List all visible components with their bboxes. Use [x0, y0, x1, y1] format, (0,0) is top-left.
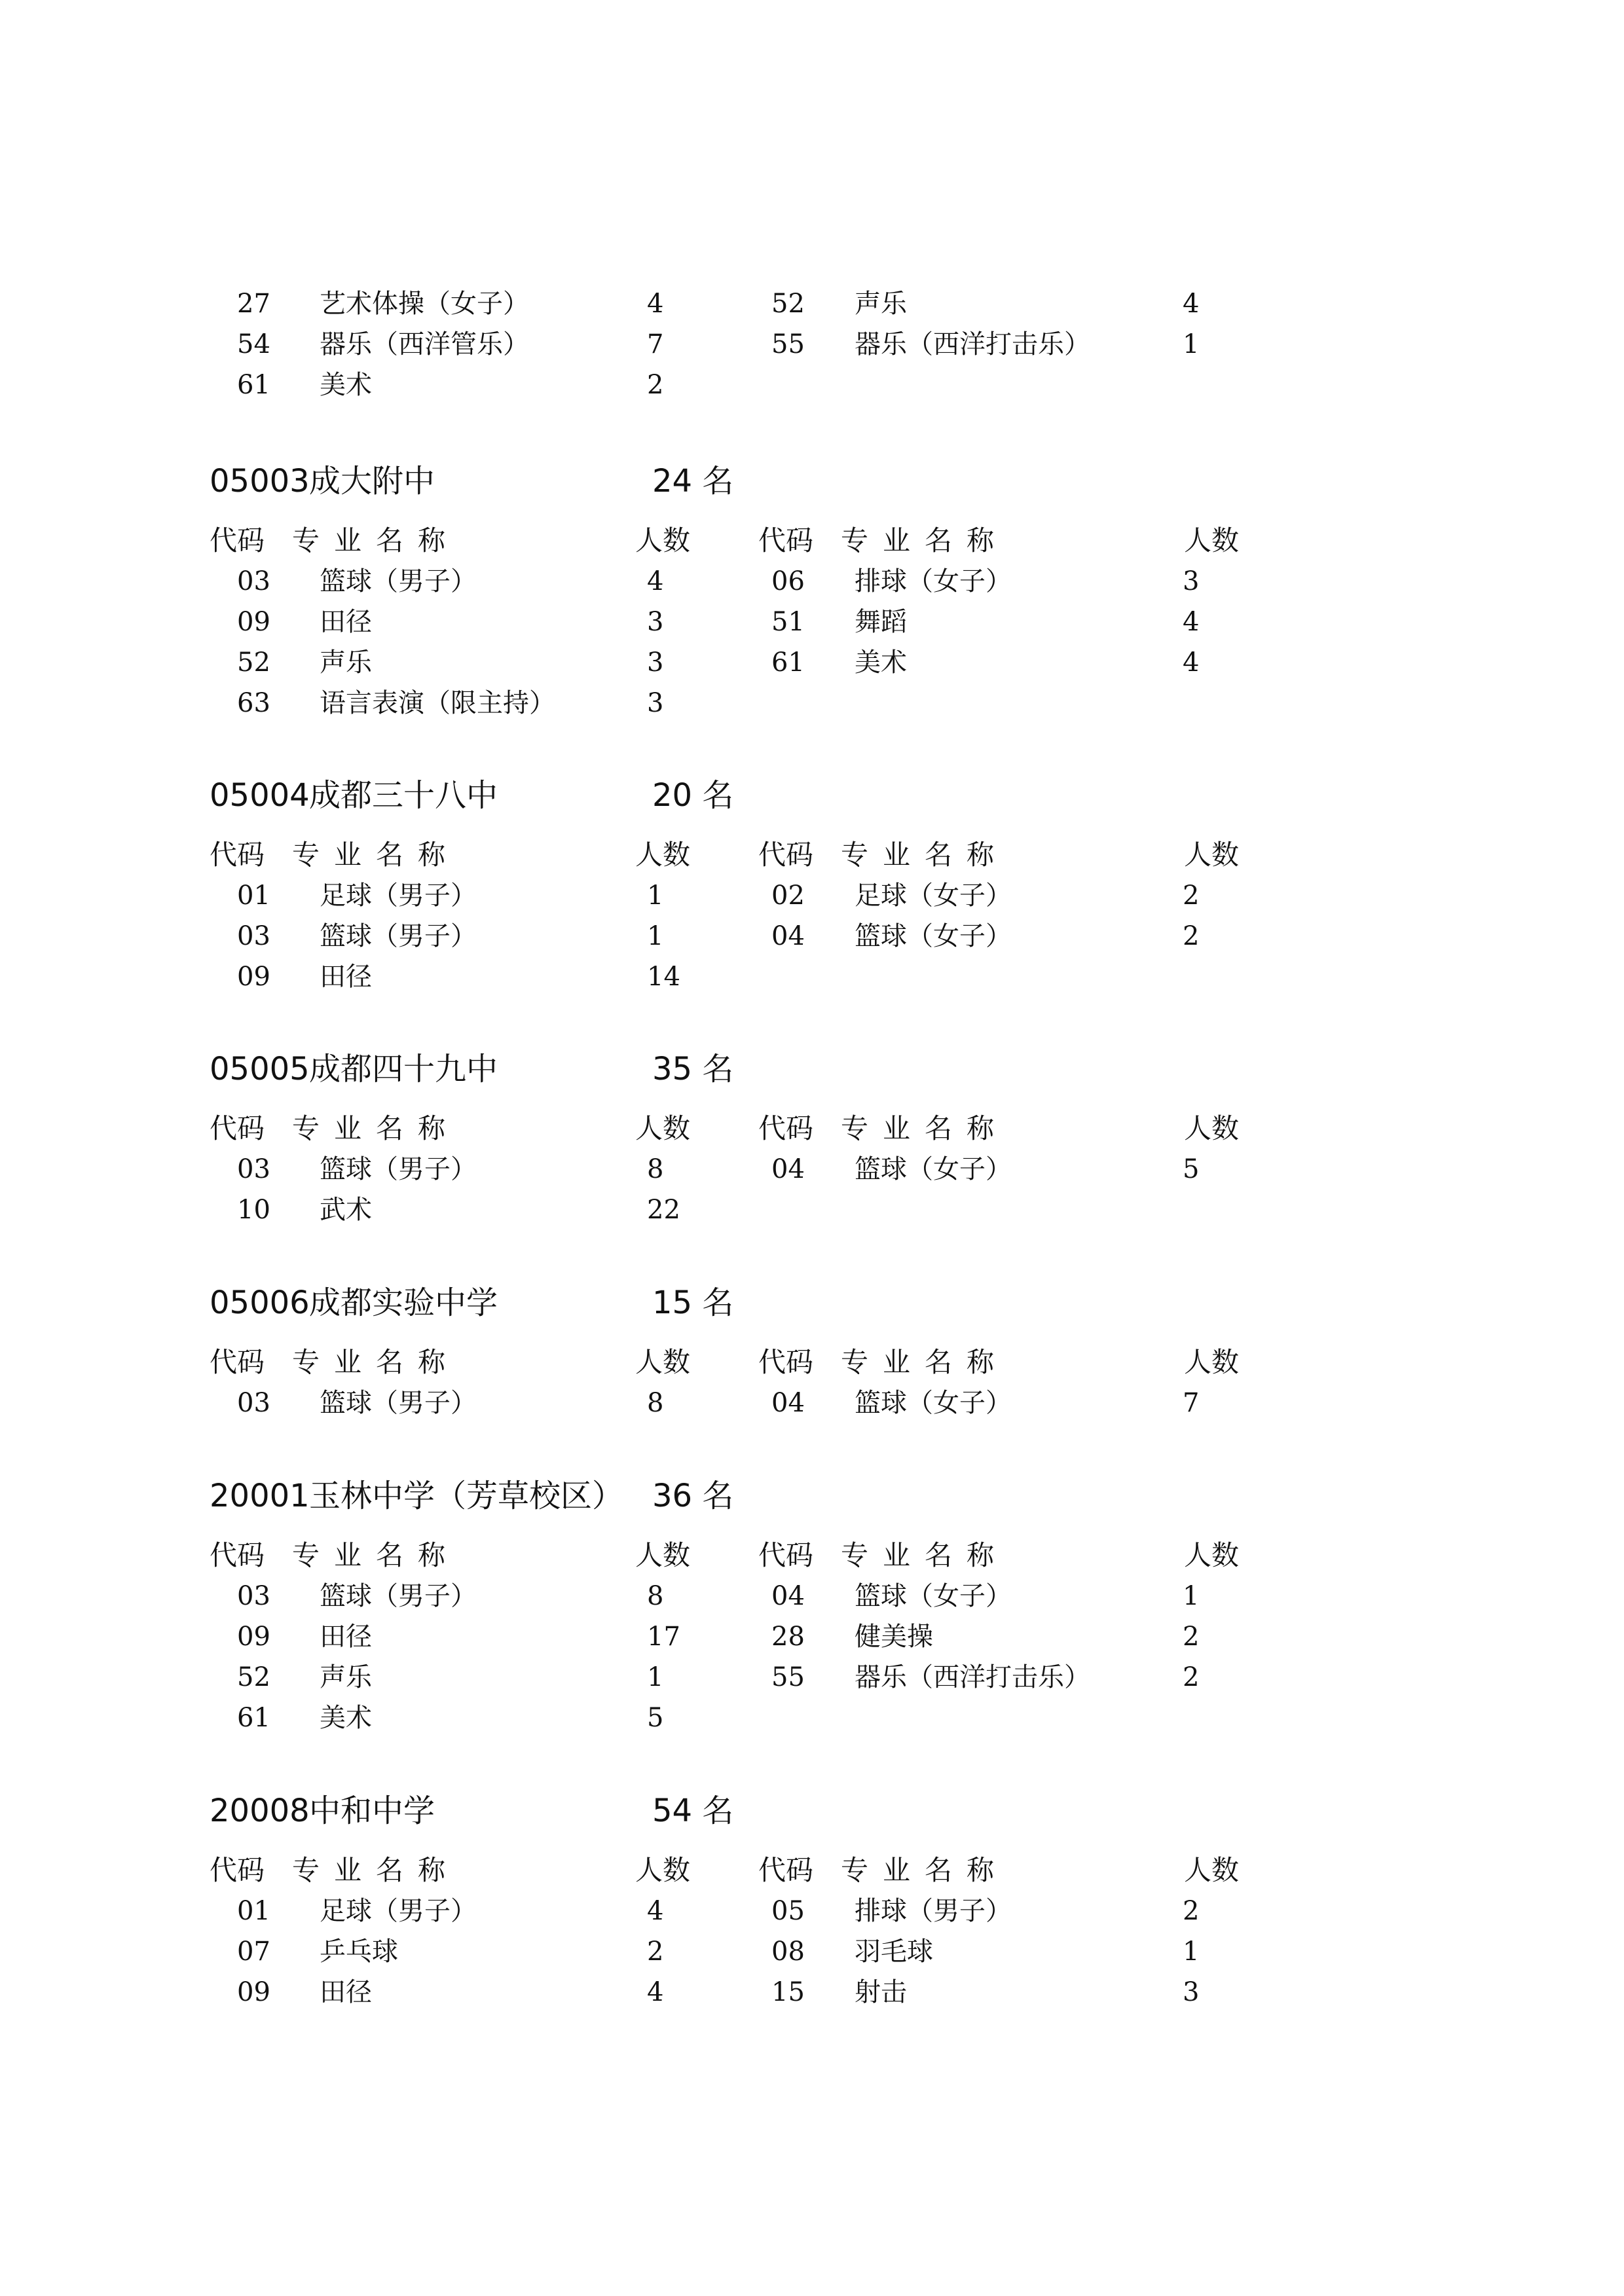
major-code: 04 [771, 921, 805, 951]
quota-count: 5 [647, 1703, 664, 1733]
major-name: 篮球（女子） [855, 1388, 1012, 1418]
major-name: 器乐（西洋打击乐） [855, 1662, 1090, 1692]
major-code: 51 [771, 607, 805, 637]
quota-count: 4 [647, 1896, 664, 1926]
header-name: 专业名称 [292, 1346, 460, 1378]
school-code: 05006 [210, 1285, 310, 1321]
quota-count: 5 [1183, 1154, 1200, 1184]
table-row [0, 1383, 1624, 1423]
major-code: 09 [237, 607, 270, 637]
header-count: 人数 [635, 1854, 691, 1886]
major-name: 田径 [320, 1977, 372, 2007]
school-name: 成都实验中学 [309, 1285, 498, 1321]
quota-count: 17 [647, 1622, 680, 1652]
major-code: 06 [771, 566, 805, 596]
table-row [0, 1190, 1624, 1230]
header-code: 代码 [210, 1539, 265, 1571]
table-row [0, 365, 1624, 405]
header-code: 代码 [210, 524, 265, 556]
header-code: 代码 [210, 1346, 265, 1378]
header-count: 人数 [635, 1346, 691, 1378]
major-code: 54 [237, 329, 270, 359]
major-name: 声乐 [320, 647, 372, 678]
quota-count: 4 [647, 566, 664, 596]
school-total: 35 名 [652, 1051, 734, 1087]
major-code: 04 [771, 1154, 805, 1184]
major-name: 篮球（男子） [320, 566, 477, 596]
quota-count: 1 [1183, 1581, 1200, 1611]
major-name: 声乐 [320, 1662, 372, 1692]
header-code: 代码 [758, 1346, 814, 1378]
major-name: 篮球（女子） [855, 921, 1012, 951]
major-name: 篮球（男子） [320, 1581, 477, 1611]
header-name: 专业名称 [292, 1854, 460, 1886]
quota-count: 22 [647, 1195, 680, 1225]
major-name: 美术 [320, 370, 372, 400]
header-name: 专业名称 [841, 1539, 1009, 1571]
table-row [0, 1616, 1624, 1657]
major-name: 排球（男子） [855, 1896, 1012, 1926]
school-name: 成都四十九中 [309, 1051, 498, 1087]
header-name: 专业名称 [841, 1346, 1009, 1378]
major-code: 09 [237, 1977, 270, 2007]
major-name: 美术 [855, 647, 907, 678]
major-code: 03 [237, 1154, 270, 1184]
major-name: 艺术体操（女子） [320, 289, 529, 319]
column-header-row [0, 835, 1624, 875]
quota-count: 1 [647, 881, 664, 911]
school-code: 05005 [210, 1051, 310, 1087]
major-code: 03 [237, 1581, 270, 1611]
quota-count: 4 [1183, 607, 1200, 637]
header-code: 代码 [210, 1854, 265, 1886]
major-code: 07 [237, 1937, 270, 1967]
header-code: 代码 [758, 1854, 814, 1886]
quota-count: 1 [1183, 329, 1200, 359]
column-header-row [0, 1850, 1624, 1891]
quota-count: 1 [647, 1662, 664, 1692]
header-count: 人数 [635, 1539, 691, 1571]
major-code: 09 [237, 1622, 270, 1652]
major-code: 28 [771, 1622, 805, 1652]
major-name: 篮球（女子） [855, 1154, 1012, 1184]
major-code: 63 [237, 688, 270, 718]
header-count: 人数 [1184, 1539, 1240, 1571]
school-code: 05003 [210, 463, 310, 500]
major-code: 09 [237, 962, 270, 992]
major-name: 乒乓球 [320, 1937, 398, 1967]
major-code: 04 [771, 1581, 805, 1611]
table-row [0, 1931, 1624, 1972]
school-heading [0, 1280, 1624, 1326]
major-code: 01 [237, 881, 270, 911]
quota-count: 2 [1183, 921, 1200, 951]
quota-count: 7 [647, 329, 664, 359]
major-name: 武术 [320, 1195, 372, 1225]
major-code: 52 [237, 1662, 270, 1692]
major-name: 篮球（男子） [320, 1388, 477, 1418]
header-count: 人数 [1184, 524, 1240, 556]
quota-count: 2 [647, 1937, 664, 1967]
major-name: 射击 [855, 1977, 907, 2007]
column-header-row [0, 1535, 1624, 1576]
major-name: 舞蹈 [855, 607, 907, 637]
quota-count: 3 [647, 647, 664, 678]
major-code: 04 [771, 1388, 805, 1418]
school-total: 15 名 [652, 1285, 734, 1321]
table-row [0, 1891, 1624, 1931]
major-code: 27 [237, 289, 270, 319]
quota-count: 4 [647, 1977, 664, 2007]
header-name: 专业名称 [292, 839, 460, 871]
header-name: 专业名称 [841, 1112, 1009, 1144]
table-row [0, 1149, 1624, 1190]
header-code: 代码 [758, 1539, 814, 1571]
table-row [0, 875, 1624, 916]
major-code: 10 [237, 1195, 270, 1225]
major-code: 05 [771, 1896, 805, 1926]
major-name: 健美操 [855, 1622, 933, 1652]
major-name: 足球（男子） [320, 1896, 477, 1926]
quota-count: 7 [1183, 1388, 1200, 1418]
quota-count: 3 [1183, 566, 1200, 596]
major-name: 排球（女子） [855, 566, 1012, 596]
major-code: 03 [237, 1388, 270, 1418]
header-count: 人数 [1184, 1346, 1240, 1378]
school-total: 54 名 [652, 1793, 734, 1829]
major-name: 篮球（男子） [320, 1154, 477, 1184]
column-header-row [0, 1108, 1624, 1149]
header-code: 代码 [758, 1112, 814, 1144]
table-row [0, 283, 1624, 324]
major-code: 01 [237, 1896, 270, 1926]
quota-count: 8 [647, 1388, 664, 1418]
table-row [0, 1972, 1624, 2013]
header-count: 人数 [1184, 839, 1240, 871]
column-header-row [0, 520, 1624, 561]
school-name: 中和中学 [309, 1793, 435, 1829]
table-row [0, 1698, 1624, 1738]
quota-count: 3 [647, 607, 664, 637]
school-total: 20 名 [652, 777, 734, 814]
header-name: 专业名称 [841, 524, 1009, 556]
school-total: 24 名 [652, 463, 734, 500]
major-name: 器乐（西洋打击乐） [855, 329, 1090, 359]
table-row [0, 1657, 1624, 1698]
header-code: 代码 [210, 839, 265, 871]
school-heading [0, 1046, 1624, 1092]
quota-count: 1 [647, 921, 664, 951]
major-name: 声乐 [855, 289, 907, 319]
major-code: 52 [771, 289, 805, 319]
table-row [0, 1576, 1624, 1616]
quota-count: 14 [647, 962, 680, 992]
quota-count: 1 [1183, 1937, 1200, 1967]
header-count: 人数 [635, 524, 691, 556]
table-row [0, 602, 1624, 642]
table-row [0, 324, 1624, 365]
major-name: 田径 [320, 962, 372, 992]
table-row [0, 916, 1624, 957]
major-name: 器乐（西洋管乐） [320, 329, 529, 359]
header-code: 代码 [758, 839, 814, 871]
major-code: 61 [237, 370, 270, 400]
major-code: 02 [771, 881, 805, 911]
major-code: 55 [771, 329, 805, 359]
table-row [0, 683, 1624, 723]
header-count: 人数 [635, 1112, 691, 1144]
header-count: 人数 [635, 839, 691, 871]
header-count: 人数 [1184, 1854, 1240, 1886]
quota-count: 2 [1183, 1622, 1200, 1652]
major-name: 篮球（女子） [855, 1581, 1012, 1611]
header-name: 专业名称 [292, 524, 460, 556]
quota-count: 2 [1183, 1662, 1200, 1692]
quota-count: 8 [647, 1154, 664, 1184]
quota-count: 3 [647, 688, 664, 718]
quota-count: 3 [1183, 1977, 1200, 2007]
major-code: 61 [771, 647, 805, 678]
major-code: 55 [771, 1662, 805, 1692]
header-code: 代码 [210, 1112, 265, 1144]
quota-count: 2 [1183, 1896, 1200, 1926]
major-name: 田径 [320, 1622, 372, 1652]
school-total: 36 名 [652, 1478, 734, 1514]
column-header-row [0, 1342, 1624, 1383]
major-name: 足球（男子） [320, 881, 477, 911]
header-name: 专业名称 [292, 1539, 460, 1571]
school-code: 05004 [210, 777, 310, 814]
header-name: 专业名称 [292, 1112, 460, 1144]
school-heading [0, 1473, 1624, 1519]
school-heading [0, 458, 1624, 504]
school-heading [0, 1788, 1624, 1834]
quota-count: 2 [647, 370, 664, 400]
quota-count: 4 [1183, 647, 1200, 678]
table-row [0, 561, 1624, 602]
major-name: 足球（女子） [855, 881, 1012, 911]
major-name: 羽毛球 [855, 1937, 933, 1967]
quota-count: 2 [1183, 881, 1200, 911]
major-code: 61 [237, 1703, 270, 1733]
school-name: 成大附中 [309, 463, 435, 500]
quota-count: 4 [647, 289, 664, 319]
major-code: 15 [771, 1977, 805, 2007]
major-name: 美术 [320, 1703, 372, 1733]
quota-count: 8 [647, 1581, 664, 1611]
major-name: 篮球（男子） [320, 921, 477, 951]
major-code: 03 [237, 921, 270, 951]
major-code: 52 [237, 647, 270, 678]
major-name: 语言表演（限主持） [320, 688, 555, 718]
major-name: 田径 [320, 607, 372, 637]
major-code: 08 [771, 1937, 805, 1967]
table-row [0, 957, 1624, 997]
school-heading [0, 773, 1624, 818]
quota-count: 4 [1183, 289, 1200, 319]
school-name: 成都三十八中 [309, 777, 498, 814]
header-count: 人数 [1184, 1112, 1240, 1144]
major-code: 03 [237, 566, 270, 596]
school-code: 20008 [210, 1793, 310, 1829]
school-name: 玉林中学（芳草校区） [309, 1478, 624, 1514]
header-name: 专业名称 [841, 839, 1009, 871]
header-name: 专业名称 [841, 1854, 1009, 1886]
header-code: 代码 [758, 524, 814, 556]
table-row [0, 642, 1624, 683]
school-code: 20001 [210, 1478, 310, 1514]
